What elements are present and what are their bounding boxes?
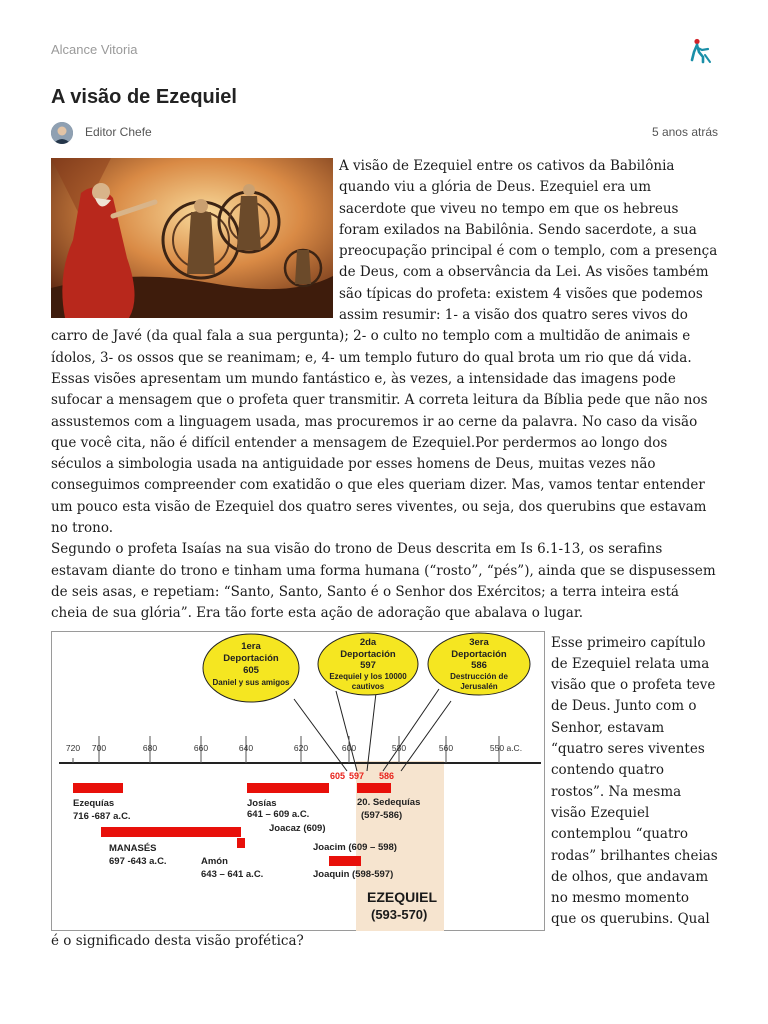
- king-manases-years: 697 -643 a.C.: [109, 855, 167, 867]
- king-ezequias-years: 716 -687 a.C.: [73, 810, 131, 822]
- ezekiel-label: EZEQUIEL: [367, 888, 438, 905]
- king-joacim: Joacim (609 – 598): [313, 841, 397, 853]
- king-amon-name: Amón: [201, 855, 228, 867]
- tick-label: 700: [91, 742, 107, 753]
- tick-label: 620: [293, 742, 309, 753]
- deportation-3-l4: Destrucción de: [450, 671, 508, 681]
- reign-bar-manases: [101, 827, 241, 837]
- deportation-1-l3: 605: [243, 664, 259, 676]
- reign-bar-josias: [247, 783, 329, 793]
- king-sedequias-years: (597-586): [361, 809, 403, 821]
- king-joaquin: Joaquin (598-597): [313, 868, 394, 880]
- deportation-2-l2: Deportación: [340, 648, 396, 660]
- king-josias-years: 641 – 609 a.C.: [247, 808, 310, 820]
- year-label-597: 597: [349, 770, 365, 781]
- site-name[interactable]: Alcance Vitoria: [51, 42, 138, 57]
- ezekiel-years: (593-570): [371, 906, 428, 922]
- author-avatar[interactable]: [51, 122, 73, 144]
- deportation-1-l4: Daniel y sus amigos: [212, 677, 290, 687]
- tick-label: 660: [193, 742, 209, 753]
- article-paragraph-2: Essas visões apresentam um mundo fantástico e, às vezes, a intensidade das imagens pode sufocar a mensagem que o profeta quer transmitir. A correta leitura da Bíblia pede que não nos assustemos com a linguagem usada, mas procuremos ir ao cerne da palavra. No caso da visão que você cita, não é difícil entender a mensagem de Ezequiel.Por perdermos ao longo dos séculos a simbologia usada na antiguidade por esses homens de Deus, muitas vezes não conseguimos compreender com exatidão o que eles queriam dizer. Mas, vamos tentar entender um pouco esta visão de Ezequiel dos quatro seres viventes, ou seja, dos querubins que estavam no trono.: [51, 370, 708, 537]
- walking-person-icon[interactable]: [688, 38, 712, 64]
- reign-bar-amon: [237, 838, 245, 848]
- king-joacaz: Joacaz (609): [269, 822, 326, 834]
- author-row: [51, 122, 718, 144]
- king-amon-years: 643 – 641 a.C.: [201, 868, 264, 880]
- article-paragraph-3: Segundo o profeta Isaías na sua visão do trono de Deus descrita em Is 6.1-13, os serafins estavam diante do trono e tinham uma forma humana (“rosto”, “pés”), ainda que se dispusessem de seis asas, e repetiam: “Santo, Santo, Santo é o Senhor dos Exércitos; a terra inteira está cheia de sua glória”. Era tão forte esta ação de adoração que abalava o lugar.: [51, 541, 716, 622]
- article-paragraph-4: Esse primeiro capítulo de Ezequiel relata uma visão que o profeta teve de Deus. Junto com o Senhor, estavam “quatro seres viventes contendo quatro rostos”. Na mesma visão Ezequiel contemplou “quatro rodas” brilhantes cheias de olhos, que andavam no mesmo momento que os querubins. Qual é o significado desta visão profética?: [51, 634, 718, 949]
- deportation-2-l1: 2da: [359, 636, 377, 648]
- reign-bar-joacim: [329, 856, 361, 866]
- deportation-2-l5: cautivos: [351, 681, 385, 691]
- king-ezequias-name: Ezequías: [73, 797, 115, 809]
- article-paragraph-1: A visão de Ezequiel entre os cativos da Babilônia quando viu a glória de Deus. Ezequiel era um sacerdote que viveu no tempo em que os hebreus foram exilados na Babilônia. Sendo sacerdote, a sua preocupação principal é com o templo, com a presença de Deus, com a observância da Lei. As visões também são típicas do profeta: existem 4 visões que podemos assim resumir: 1- a visão dos quatro seres vivos do carro de Javé (da qual fala a sua pergunta); 2- o culto no templo com a multidão de animais e ídolos, 3- os ossos que se reanimam; e, 4- um templo futuro do qual brota um rio que dá vida.: [51, 158, 718, 366]
- tick-label: 680: [142, 742, 158, 753]
- deportation-2-l3: 597: [360, 659, 376, 671]
- deportation-3-l1: 3era: [469, 636, 489, 648]
- year-label-605: 605: [330, 770, 346, 781]
- tick-label: 580: [391, 742, 407, 753]
- king-sedequias-name: 20. Sedequías: [357, 796, 421, 808]
- year-label-586: 586: [379, 770, 395, 781]
- deportation-3-l3: 586: [471, 659, 487, 671]
- tick-label: 600: [341, 742, 357, 753]
- reign-bar-sedequias: [357, 783, 391, 793]
- tick-label: 550 a.C.: [489, 742, 523, 753]
- deportation-2-l4: Ezequiel y los 10000: [329, 671, 407, 681]
- author-name[interactable]: Editor Chefe: [85, 125, 152, 139]
- deportation-1-l2: Deportación: [223, 652, 279, 664]
- post-title: A visão de Ezequiel: [51, 86, 237, 108]
- tick-label: 640: [238, 742, 254, 753]
- tick-label: 720: [65, 742, 81, 753]
- tick-label: 560: [438, 742, 454, 753]
- ezekiel-vision-painting: [51, 158, 333, 318]
- deportation-3-l5: Jerusalén: [460, 681, 498, 691]
- king-josias-name: Josías: [247, 797, 277, 809]
- deportation-timeline: [51, 631, 545, 931]
- deportation-1-l1: 1era: [241, 640, 261, 652]
- deportation-3-l2: Deportación: [451, 648, 507, 660]
- king-manases-name: MANASÉS: [109, 842, 157, 854]
- post-date: 5 anos atrás: [651, 125, 718, 139]
- article-body: [51, 156, 718, 952]
- reign-bar-ezequias: [73, 783, 123, 793]
